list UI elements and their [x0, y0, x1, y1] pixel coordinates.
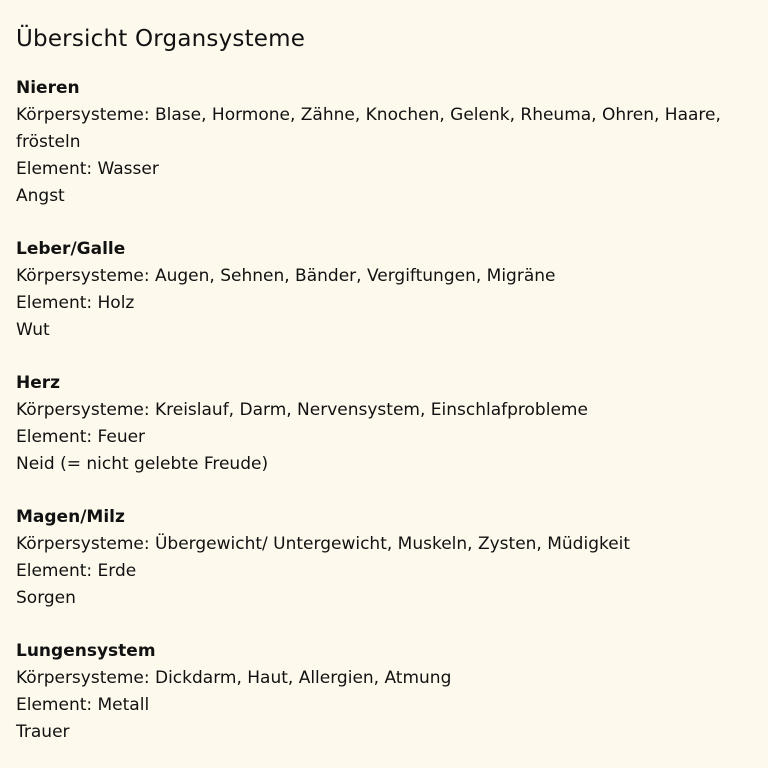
element-text: Element: Holz	[16, 293, 135, 313]
section-leber-galle	[16, 236, 752, 344]
section-nieren	[16, 75, 752, 210]
element-text: Element: Wasser	[16, 159, 159, 179]
emotion-text: Trauer	[16, 722, 70, 742]
body-systems-text: Körpersysteme: Kreislauf, Darm, Nervensystem, Einschlafprobleme	[16, 400, 588, 420]
body-systems-text: Körpersysteme: Dickdarm, Haut, Allergien, Atmung	[16, 668, 452, 688]
section-herz	[16, 370, 752, 478]
body-systems-text: Körpersysteme: Augen, Sehnen, Bänder, Vergiftungen, Migräne	[16, 266, 556, 286]
page-title: Übersicht Organsysteme	[16, 26, 306, 52]
emotion-text: Angst	[16, 186, 65, 206]
element-text: Element: Metall	[16, 695, 150, 715]
section-heading: Nieren	[16, 78, 80, 98]
emotion-text: Neid (= nicht gelebte Freude)	[16, 454, 269, 474]
element-text: Element: Erde	[16, 561, 137, 581]
section-heading: Lungensystem	[16, 641, 156, 661]
emotion-text: Sorgen	[16, 588, 76, 608]
body-systems-text: Körpersysteme: Blase, Hormone, Zähne, Knochen, Gelenk, Rheuma, Ohren, Haare, frösteln	[16, 105, 721, 152]
body-systems-text: Körpersysteme: Übergewicht/ Untergewicht, Muskeln, Zysten, Müdigkeit	[16, 534, 631, 554]
section-heading: Herz	[16, 373, 61, 393]
section-heading: Leber/Galle	[16, 239, 126, 259]
section-heading: Magen/Milz	[16, 507, 125, 527]
section-lungensystem	[16, 638, 752, 746]
element-text: Element: Feuer	[16, 427, 146, 447]
section-magen-milz	[16, 504, 752, 612]
emotion-text: Wut	[16, 320, 50, 340]
